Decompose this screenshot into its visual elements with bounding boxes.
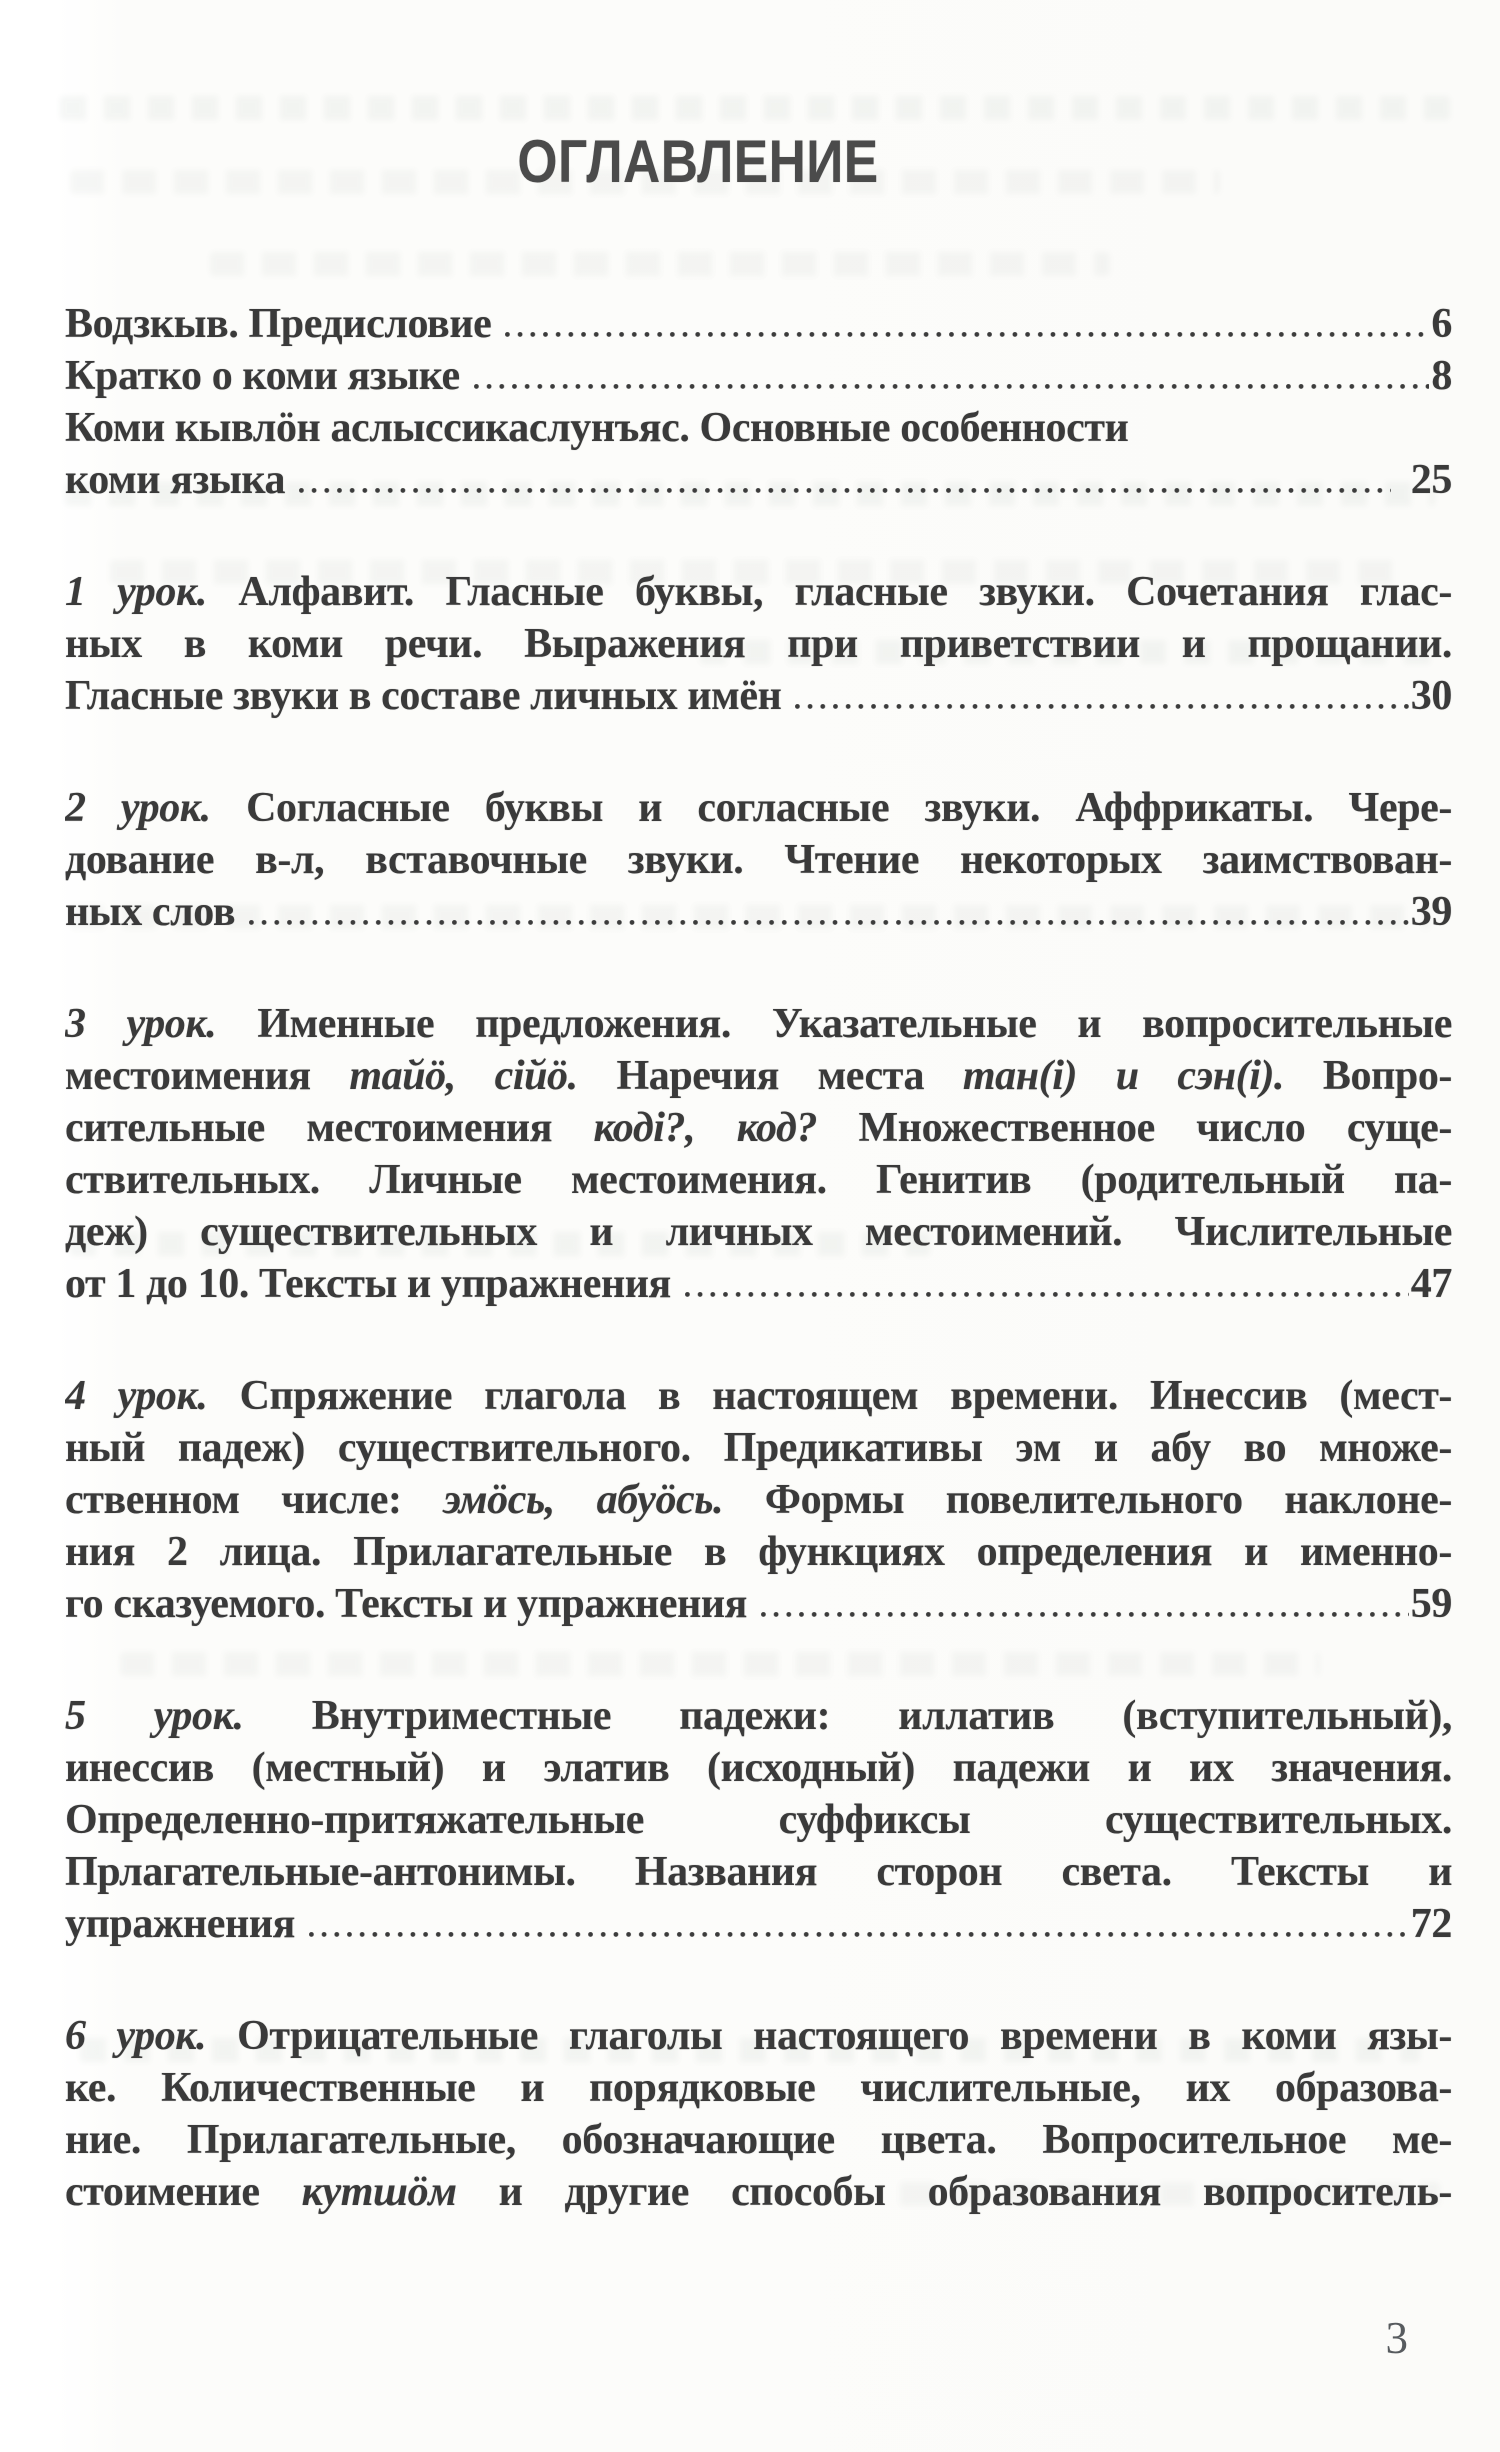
toc-entry-line xyxy=(65,1742,1452,1794)
toc-text-segment: го сказуемого. Тексты и упражнения xyxy=(65,1581,748,1627)
toc-text-segment: Алфавит. Гласные буквы, гласные звуки. Сочетания глас- xyxy=(206,569,1452,615)
toc-text-segment: Водзкыв. Предисловие xyxy=(65,301,492,347)
toc-entry-line xyxy=(65,1154,1452,1206)
toc-entry-text xyxy=(65,670,781,722)
toc-page-ref: 47 xyxy=(1410,1261,1452,1307)
toc-page-ref: 39 xyxy=(1410,889,1452,935)
toc-italic-term: коді?, код? xyxy=(593,1105,818,1151)
toc-italic-term: 4 урок. xyxy=(65,1373,208,1419)
toc-entry-lastline xyxy=(65,1258,1452,1310)
dot-leader xyxy=(249,920,1409,925)
toc-entry-line xyxy=(65,2166,1452,2218)
dot-leader xyxy=(309,1932,1409,1937)
page-title: ОГЛАВЛЕНИЕ xyxy=(517,128,880,195)
toc-page-ref: 30 xyxy=(1410,673,1452,719)
toc-page-ref: 6 xyxy=(1431,301,1452,347)
toc-italic-term: 5 урок. xyxy=(65,1693,244,1739)
toc-entry xyxy=(65,2010,1452,2218)
toc-entry-lastline xyxy=(65,298,1452,350)
toc-italic-term: 3 урок. xyxy=(65,1001,217,1047)
toc-entry-line xyxy=(65,1370,1452,1422)
toc-italic-term: тайö, сійö. xyxy=(349,1053,578,1099)
toc-text-segment: ственном числе: xyxy=(65,1477,444,1523)
toc-italic-term: тан(і) и сэн(і). xyxy=(962,1053,1285,1099)
toc-entry-text xyxy=(65,298,491,350)
dot-leader xyxy=(505,332,1429,337)
toc-italic-term: эмöсь, абуöсь. xyxy=(443,1477,724,1523)
toc-entry-text xyxy=(65,1898,295,1950)
toc-entry-line xyxy=(65,2062,1452,2114)
toc-text-segment: Именные предложения. Указательные и вопросительные xyxy=(216,1001,1452,1047)
toc-text-segment: Кратко о коми языке xyxy=(65,353,460,399)
toc-entry-line xyxy=(65,1050,1452,1102)
toc-entry-line xyxy=(65,1102,1452,1154)
toc-entry xyxy=(65,782,1452,938)
title-row xyxy=(65,130,1332,194)
toc-entry-text xyxy=(65,886,235,938)
toc-text-segment: и другие способы образования вопроситель- xyxy=(456,2169,1452,2215)
toc-entry-lastline xyxy=(65,350,1452,402)
toc-entry-lastline xyxy=(65,1578,1452,1630)
toc-text-segment: Прлагательные-антонимы. Названия сторон света. Тексты и xyxy=(65,1849,1452,1895)
toc-italic-term: кутшöм xyxy=(301,2169,457,2215)
toc-italic-term: 1 урок. xyxy=(65,569,207,615)
toc-entry-line xyxy=(65,782,1452,834)
toc-entry xyxy=(65,1370,1452,1630)
toc-text-segment: Коми кывлöн аслыссикаслунъяс. Основные особенности xyxy=(65,405,1129,451)
toc-text-segment: Согласные буквы и согласные звуки. Аффрикаты. Чере- xyxy=(210,785,1452,831)
toc-text-segment: ных слов xyxy=(65,889,236,935)
toc-italic-term: 6 урок. xyxy=(65,2013,207,2059)
toc-entry-line xyxy=(65,2010,1452,2062)
toc-text-segment: ных в коми речи. Выражения при приветствии и прощании. xyxy=(65,621,1452,667)
toc-entry-lastline xyxy=(65,670,1452,722)
dot-leader xyxy=(299,488,1391,493)
dot-leader xyxy=(685,1292,1409,1297)
toc-text-segment: ние. Прилагательные, обозначающие цвета. Вопросительное ме- xyxy=(65,2117,1452,2163)
toc-text-segment: инессив (местный) и элатив (исходный) падежи и их значения. xyxy=(65,1745,1452,1791)
toc-page-ref: 72 xyxy=(1410,1901,1452,1947)
toc-text-segment: от 1 до 10. Тексты и упражнения xyxy=(65,1261,671,1307)
toc-entry-line xyxy=(65,1474,1452,1526)
toc-entry-line xyxy=(65,1526,1452,1578)
toc-entry xyxy=(65,402,1452,506)
toc-entry-line xyxy=(65,402,1452,454)
toc-text-segment: Множественное число суще- xyxy=(817,1105,1452,1151)
page-number: 3 xyxy=(1385,2313,1408,2363)
toc-page-ref: 8 xyxy=(1431,353,1452,399)
toc-entry-lastline xyxy=(65,454,1452,506)
toc-text-segment: Внутриместные падежи: иллатив (вступительный), xyxy=(243,1693,1452,1739)
toc-text-segment: ния 2 лица. Прилагательные в функциях определения и именно- xyxy=(65,1529,1452,1575)
toc-entry xyxy=(65,298,1452,350)
toc-entry-text xyxy=(65,1578,747,1630)
toc-text-segment: ствительных. Личные местоимения. Генитив (родительный па- xyxy=(65,1157,1452,1203)
toc-text-segment: местоимения xyxy=(65,1053,350,1099)
toc-text-segment: упражнения xyxy=(65,1901,295,1947)
toc-entry-line xyxy=(65,998,1452,1050)
toc-text-segment: ный падеж) существительного. Предикативы эм и абу во множе- xyxy=(65,1425,1452,1471)
toc-entry-line xyxy=(65,834,1452,886)
toc-page-ref: 59 xyxy=(1410,1581,1452,1627)
toc-entry-text xyxy=(65,1258,671,1310)
toc-text-segment: Гласные звуки в составе личных имён xyxy=(65,673,782,719)
dot-leader xyxy=(474,384,1430,389)
dot-leader xyxy=(795,704,1408,709)
toc-page-ref: 25 xyxy=(1410,457,1452,503)
toc-text-segment: деж) существительных и личных местоимений. Числительные xyxy=(65,1209,1452,1255)
toc-italic-term: 2 урок. xyxy=(65,785,211,831)
table-of-contents xyxy=(65,298,1452,2218)
toc-text-segment: Вопро- xyxy=(1284,1053,1452,1099)
toc-entry-lastline xyxy=(65,886,1452,938)
toc-entry xyxy=(65,1690,1452,1950)
toc-entry-line xyxy=(65,618,1452,670)
toc-text-segment: дование в-л, вставочные звуки. Чтение некоторых заимствован- xyxy=(65,837,1452,883)
dot-leader xyxy=(761,1612,1409,1617)
toc-entry-line xyxy=(65,1846,1452,1898)
toc-entry-line xyxy=(65,1206,1452,1258)
toc-text-segment: Отрицательные глаголы настоящего времени в коми язы- xyxy=(206,2013,1452,2059)
toc-entry-line xyxy=(65,1422,1452,1474)
toc-entry-text xyxy=(65,350,460,402)
toc-entry-line xyxy=(65,566,1452,618)
toc-entry xyxy=(65,566,1452,722)
toc-text-segment: Определенно-притяжательные суффиксы существительных. xyxy=(65,1797,1452,1843)
toc-text-segment: Формы повелительного наклоне- xyxy=(723,1477,1452,1523)
toc-entry-lastline xyxy=(65,1898,1452,1950)
toc-text-segment: Спряжение глагола в настоящем времени. Инессив (мест- xyxy=(207,1373,1452,1419)
toc-entry-line xyxy=(65,1794,1452,1846)
toc-text-segment: ке. Количественные и порядковые числительные, их образова- xyxy=(65,2065,1452,2111)
toc-entry-text xyxy=(65,454,285,506)
toc-text-segment: стоимение xyxy=(65,2169,302,2215)
toc-entry-line xyxy=(65,2114,1452,2166)
toc-entry xyxy=(65,350,1452,402)
toc-text-segment: Наречия места xyxy=(577,1053,963,1099)
toc-entry xyxy=(65,998,1452,1310)
toc-entry-line xyxy=(65,1690,1452,1742)
toc-text-segment: сительные местоимения xyxy=(65,1105,594,1151)
toc-text-segment: коми языка xyxy=(65,457,286,503)
